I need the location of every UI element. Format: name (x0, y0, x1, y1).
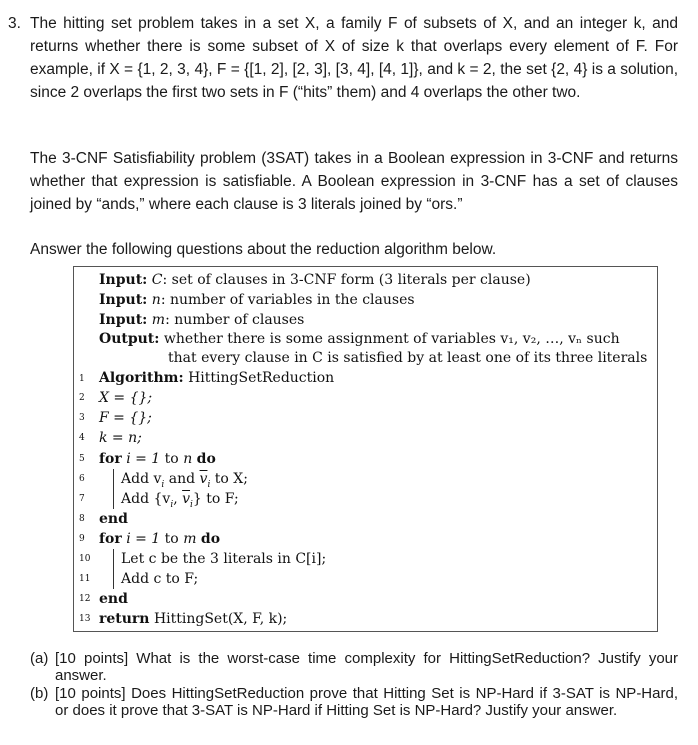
algo-line-1: 1 Algorithm: HittingSetReduction (79, 370, 335, 386)
instruction-text: Answer the following questions about the reduction algorithm below. (30, 241, 497, 258)
output-line: Output: whether there is some assignment of variables v₁, v₂, …, vₙ such (99, 331, 620, 347)
algo-line-11: 11 Add c to F; (79, 571, 199, 587)
algo-line-5: 5 for i = 1 to n do (79, 451, 216, 467)
algo-line-12: 12 end (79, 591, 128, 607)
sat-paragraph: The 3-CNF Satisfiability problem (3SAT) takes in a Boolean expression in 3-CNF and returns whether that expression is satisfiable. A Boolean expression in 3-CNF has a set of clauses joined by “ands,” where each clause is 3 literals joined by “ors.” (30, 150, 678, 213)
algo-line-2: 2 X = {}; (79, 390, 153, 406)
input-m-line: Input: m: number of clauses (99, 312, 305, 328)
algo-line-10: 10 Let c be the 3 literals in C[i]; (79, 551, 327, 567)
input-c-line: Input: C: set of clauses in 3-CNF form (3 literals per clause) (99, 272, 531, 288)
algo-line-9: 9 for i = 1 to m do (79, 531, 221, 547)
algo-line-6: 6 Add $v_i$ and $\overline{v}_i$ to X; (79, 471, 248, 490)
algo-line-8: 8 end (79, 511, 128, 527)
intro-paragraph: The hitting set problem takes in a set X, a family F of subsets of X, and an integer k, and returns whether there is some subset of X of size k that overlaps every element of F. For example, if X = {1, 2, 3, 4}, F = {[1, 2], [2, 3], [3, 4], [4, 1]}, and k = 2, the set {2, 4} is a solution, since 2 overlaps the first two sets in F (“hits” them) and 4 overlaps the other two. (30, 15, 678, 101)
algo-line-4: 4 k = n; (79, 430, 142, 446)
algo-line-7: 7 Add {$v_i$, $\overline{v}_i$} to F; (79, 491, 239, 510)
input-n-line: Input: n: number of variables in the clauses (99, 292, 415, 308)
algorithm-box (73, 266, 658, 632)
algo-line-13: 13 return HittingSet(X, F, k); (79, 611, 288, 627)
output-line-cont: that every clause in C is satisfied by at least one of its three literals (168, 350, 648, 366)
algo-line-3: 3 F = {}; (79, 410, 152, 426)
problem-number: 3. (8, 15, 21, 32)
